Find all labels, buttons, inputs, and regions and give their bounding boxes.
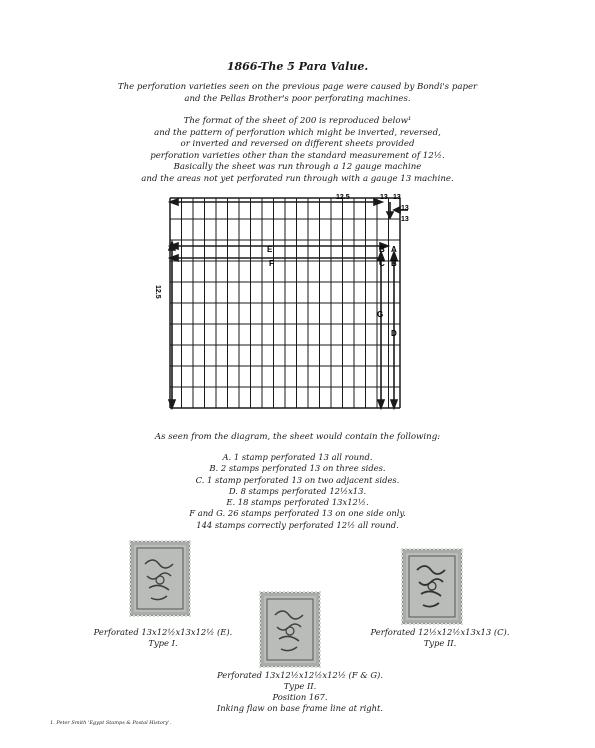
arrowhead-down-icon xyxy=(391,400,397,408)
caption-line: Type I. xyxy=(148,638,178,648)
caption-line: Perforated 13x12½x12½x12½ (F & G). xyxy=(217,670,383,680)
label-b: B xyxy=(391,259,397,268)
footnote: 1. Peter Smith 'Egypt Stamps & Postal History'. xyxy=(50,720,172,726)
intro-paragraph xyxy=(0,82,595,105)
format-line: and the pattern of perforation which might be inverted, reversed, xyxy=(154,127,441,138)
format-line: or inverted and reversed on different sheets provided xyxy=(180,139,415,149)
stamp-image-left xyxy=(130,541,190,616)
label-12-5-top: 12.5 xyxy=(336,194,350,201)
intro-line: The perforation varieties seen on the previous page were caused by Bondi's paper xyxy=(117,82,478,92)
page-title: 1866-The 5 Para Value. xyxy=(226,60,369,73)
caption-left xyxy=(58,627,268,649)
list-item: A. 1 stamp perforated 13 all round. xyxy=(222,452,373,462)
caption-line: Position 167. xyxy=(272,692,328,702)
format-line: Basically the sheet was run through a 12 gauge machine xyxy=(173,162,422,172)
format-line: The format of the sheet of 200 is reproduced below¹ xyxy=(183,116,412,126)
sheet-grid xyxy=(150,186,420,416)
arrowhead-left-icon xyxy=(170,199,178,205)
label-e: E xyxy=(267,245,273,254)
perforation-diagram xyxy=(150,186,420,416)
label-f: F xyxy=(269,259,274,268)
label-12-5-side: 12.5 xyxy=(154,285,161,299)
format-line: perforation varieties other than the standard measurement of 12½. xyxy=(150,150,445,161)
summary-text: As seen from the diagram, the sheet would contain the following: xyxy=(154,432,441,442)
caption-line: Type II. xyxy=(423,638,457,648)
list-item: D. 8 stamps perforated 12½x13. xyxy=(228,485,367,496)
stamp-design-icon xyxy=(131,542,189,615)
stamp-image-middle xyxy=(260,592,320,667)
caption-right xyxy=(340,627,540,649)
list-item: 144 stamps correctly perforated 12½ all round. xyxy=(196,519,399,530)
label-g: G xyxy=(377,310,384,319)
arrowhead-down-icon xyxy=(387,212,393,218)
arrowhead-left-icon xyxy=(394,207,400,213)
list-item: F and G. 26 stamps perforated 13 on one side only. xyxy=(189,508,406,519)
label-a: A xyxy=(391,245,397,254)
label-d: D xyxy=(391,329,397,338)
caption-line: Perforated 13x12½x13x12½ (E). xyxy=(93,627,233,637)
format-line: and the areas not yet perforated run through with a gauge 13 machine. xyxy=(141,173,454,184)
list-item: E. 18 stamps perforated 13x12½. xyxy=(226,497,369,508)
label-13: 13 xyxy=(380,194,388,201)
arrowhead-left-icon xyxy=(170,255,178,261)
stamp-design-icon xyxy=(403,550,461,623)
caption-line: Type II. xyxy=(283,681,317,691)
caption-line: Inking flaw on base frame line at right. xyxy=(216,703,384,713)
format-paragraph xyxy=(0,116,595,185)
list-item: B. 2 stamps perforated 13 on three sides. xyxy=(209,463,386,474)
label-13: 13 xyxy=(393,194,401,201)
label-13: 13 xyxy=(401,216,409,223)
label-13: 13 xyxy=(401,205,409,212)
stamp-design-icon xyxy=(261,593,319,666)
label-c: C xyxy=(379,259,385,268)
list-item: C. 1 stamp perforated 13 on two adjacent sides. xyxy=(195,474,400,485)
label-b: B xyxy=(379,245,385,254)
stamp-image-right xyxy=(402,549,462,624)
perforation-list xyxy=(0,452,595,531)
arrowhead-down-icon xyxy=(378,400,384,408)
caption-middle xyxy=(180,670,420,714)
intro-line: and the Pellas Brother's poor perforating machines. xyxy=(184,93,411,104)
caption-line: Perforated 12½x12½x13x13 (C). xyxy=(370,627,510,637)
